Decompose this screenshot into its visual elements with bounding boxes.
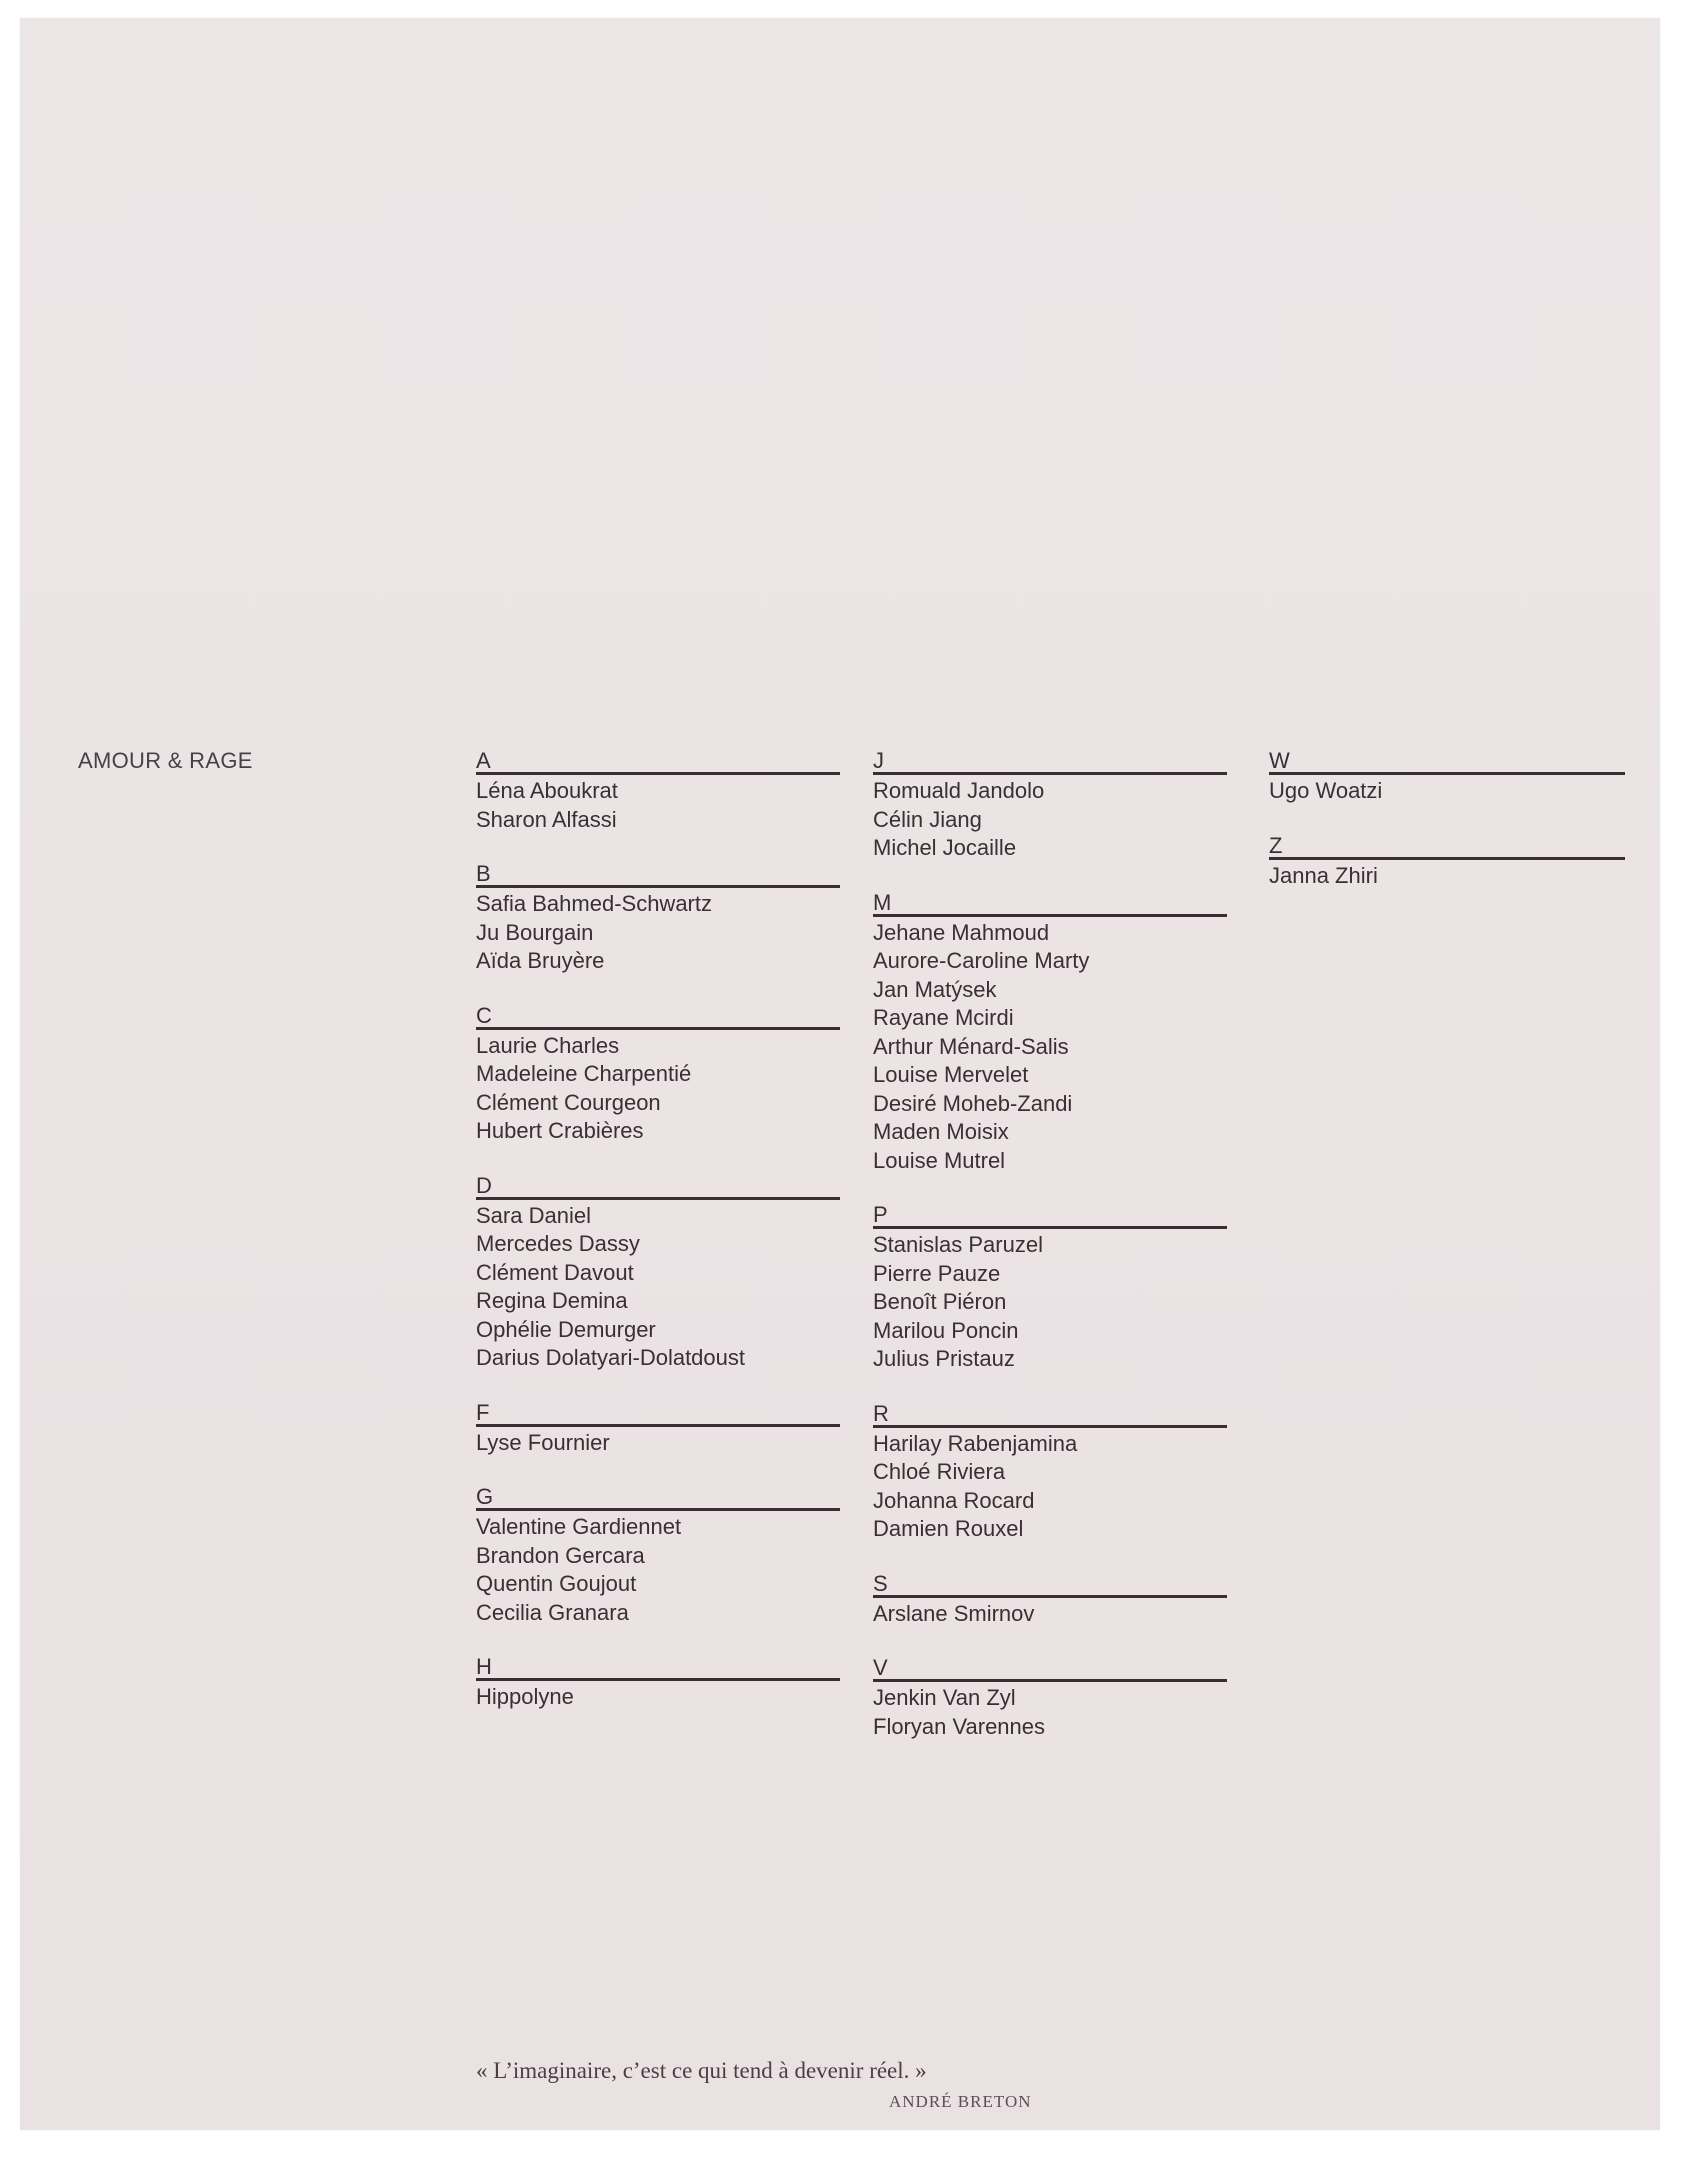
artist-name: Maden Moisix bbox=[873, 1119, 1009, 1144]
artist-name: Célin Jiang bbox=[873, 806, 982, 832]
artist-name: Damien Rouxel bbox=[873, 1516, 1024, 1541]
section-letter: G bbox=[476, 1486, 840, 1511]
artist-name: Jenkin Van Zyl bbox=[873, 1685, 1016, 1710]
name-list bbox=[1269, 860, 1625, 891]
index-section-a bbox=[476, 750, 840, 834]
artist-name: Aurore-Caroline Marty bbox=[873, 948, 1090, 973]
page-sheet bbox=[20, 18, 1660, 2130]
name-list bbox=[476, 1427, 840, 1458]
name-list bbox=[1269, 775, 1625, 806]
index-section-c bbox=[476, 1002, 840, 1146]
index-section-s bbox=[873, 1570, 1227, 1629]
artist-name: Louise Mutrel bbox=[873, 1147, 1006, 1173]
artist-name: Hippolyne bbox=[476, 1684, 574, 1709]
index-section-j bbox=[873, 750, 1227, 863]
artist-name: Arthur Ménard-Salis bbox=[873, 1033, 1069, 1059]
index-section-w bbox=[1269, 750, 1625, 806]
artist-name: Janna Zhiri bbox=[1269, 862, 1378, 888]
section-letter: P bbox=[873, 1204, 1227, 1229]
section-letter: R bbox=[873, 1403, 1227, 1428]
name-list bbox=[873, 1598, 1227, 1629]
artist-name: Jan Matýsek bbox=[873, 976, 997, 1002]
artist-name: Safia Bahmed-Schwartz bbox=[476, 891, 712, 916]
index-column-3 bbox=[1269, 750, 1625, 919]
artist-name: Brandon Gercara bbox=[476, 1542, 645, 1568]
index-section-g bbox=[476, 1486, 840, 1627]
section-letter: M bbox=[873, 892, 1227, 917]
artist-name: Darius Dolatyari-Dolatdoust bbox=[476, 1345, 745, 1370]
artist-name: Harilay Rabenjamina bbox=[873, 1430, 1078, 1456]
index-section-f bbox=[476, 1399, 840, 1458]
section-letter: J bbox=[873, 750, 1227, 775]
index-section-v bbox=[873, 1657, 1227, 1741]
index-section-h bbox=[476, 1656, 840, 1712]
name-list bbox=[476, 1030, 840, 1146]
artist-name: Ugo Woatzi bbox=[1269, 778, 1383, 803]
artist-name: Desiré Moheb-Zandi bbox=[873, 1090, 1073, 1116]
artist-name: Sharon Alfassi bbox=[476, 806, 617, 832]
name-list bbox=[873, 917, 1227, 1176]
artist-name: Ju Bourgain bbox=[476, 919, 594, 945]
artist-name: Jehane Mahmoud bbox=[873, 919, 1050, 945]
artist-name: Benoît Piéron bbox=[873, 1289, 1007, 1314]
epigraph-quote: « L’imaginaire, c’est ce qui tend à devenir réel. » bbox=[476, 2058, 927, 2083]
index-section-z bbox=[1269, 832, 1625, 891]
artist-name: Clément Davout bbox=[476, 1259, 634, 1285]
index-section-p bbox=[873, 1204, 1227, 1374]
name-list bbox=[476, 1681, 840, 1712]
section-letter: C bbox=[476, 1005, 840, 1030]
name-list bbox=[476, 888, 840, 976]
section-letter: F bbox=[476, 1402, 840, 1427]
name-list bbox=[873, 1682, 1227, 1741]
index-section-r bbox=[873, 1400, 1227, 1544]
artist-name: Quentin Goujout bbox=[476, 1571, 637, 1596]
artist-name: Ophélie Demurger bbox=[476, 1316, 656, 1342]
artist-name: Johanna Rocard bbox=[873, 1487, 1035, 1513]
name-list bbox=[476, 1511, 840, 1627]
name-list bbox=[476, 775, 840, 834]
index-section-b bbox=[476, 863, 840, 976]
artist-name: Arslane Smirnov bbox=[873, 1600, 1035, 1626]
artist-name: Pierre Pauze bbox=[873, 1260, 1001, 1286]
section-letter: B bbox=[476, 863, 840, 888]
artist-name: Romuald Jandolo bbox=[873, 778, 1045, 803]
artist-name: Stanislas Paruzel bbox=[873, 1232, 1043, 1257]
artist-name: Louise Mervelet bbox=[873, 1062, 1029, 1087]
section-letter: S bbox=[873, 1573, 1227, 1598]
name-list bbox=[873, 1229, 1227, 1374]
section-letter: D bbox=[476, 1175, 840, 1200]
artist-name: Marilou Poncin bbox=[873, 1317, 1019, 1343]
artist-name: Aïda Bruyère bbox=[476, 948, 605, 973]
name-list bbox=[873, 1428, 1227, 1544]
artist-name: Hubert Crabières bbox=[476, 1118, 644, 1143]
artist-name: Michel Jocaille bbox=[873, 835, 1017, 860]
artist-name: Regina Demina bbox=[476, 1288, 628, 1313]
artist-name: Sara Daniel bbox=[476, 1202, 591, 1228]
name-list bbox=[476, 1200, 840, 1373]
artist-name: Chloé Riviera bbox=[873, 1459, 1006, 1484]
artist-name: Léna Aboukrat bbox=[476, 778, 618, 803]
epigraph-author: ANDRÉ BRETON bbox=[889, 2092, 1032, 2111]
section-letter: W bbox=[1269, 750, 1625, 775]
section-letter: A bbox=[476, 750, 840, 775]
index-column-2 bbox=[873, 750, 1227, 1770]
artist-name: Cecilia Granara bbox=[476, 1599, 629, 1625]
index-section-m bbox=[873, 889, 1227, 1176]
section-letter: Z bbox=[1269, 835, 1625, 860]
section-letter: V bbox=[873, 1657, 1227, 1682]
artist-name: Lyse Fournier bbox=[476, 1429, 610, 1455]
index-section-d bbox=[476, 1172, 840, 1373]
artist-name: Clément Courgeon bbox=[476, 1089, 661, 1115]
page-title: AMOUR & RAGE bbox=[78, 748, 253, 773]
section-letter: H bbox=[476, 1656, 840, 1681]
artist-name: Laurie Charles bbox=[476, 1032, 620, 1058]
name-list bbox=[873, 775, 1227, 863]
index-column-1 bbox=[476, 750, 840, 1741]
artist-name: Valentine Gardiennet bbox=[476, 1514, 682, 1539]
artist-name: Julius Pristauz bbox=[873, 1346, 1015, 1371]
artist-name: Floryan Varennes bbox=[873, 1713, 1046, 1739]
artist-name: Rayane Mcirdi bbox=[873, 1005, 1014, 1030]
artist-name: Madeleine Charpentié bbox=[476, 1061, 692, 1086]
artist-name: Mercedes Dassy bbox=[476, 1231, 640, 1256]
